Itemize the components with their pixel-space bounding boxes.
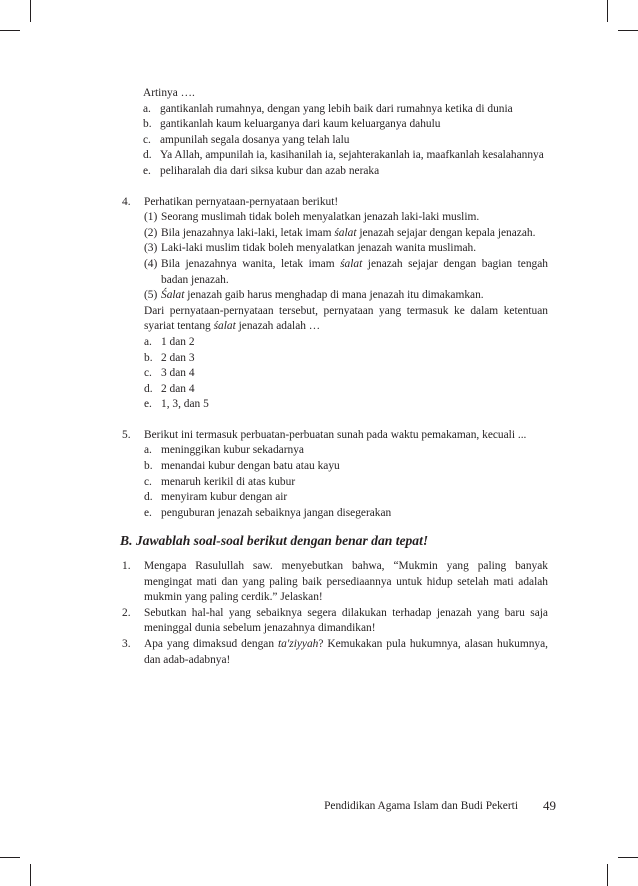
question-number: 5. — [122, 428, 131, 441]
top-block — [143, 86, 548, 180]
page-number: 49 — [543, 798, 556, 813]
crop-mark — [30, 0, 31, 22]
option-item: d. Ya Allah, ampunilah ia, kasihanilah ia, sejahterakanlah ia, maafkanlah kesalahannya — [143, 149, 544, 162]
top-intro: Artinya …. — [143, 87, 195, 99]
option-item: b. 2 dan 3 — [144, 351, 195, 364]
book-title: Pendidikan Agama Islam dan Budi Pekerti — [324, 800, 518, 812]
option-item: b. gantikanlah kaum keluarganya dari kaum keluarganya dahulu — [143, 118, 441, 131]
statement-item: (1) Seorang muslimah tidak boleh menyalatkan jenazah laki-laki muslim. — [144, 211, 480, 224]
section-heading: B. Jawablah soal-soal berikut dengan benar dan tepat! — [120, 533, 429, 549]
question-4 — [122, 195, 548, 413]
option-item: a. meninggikan kubur sekadarnya — [144, 444, 304, 457]
crop-mark — [607, 864, 608, 886]
essay-question: 3. Apa yang dimaksud dengan ta'ziyyah? Kemukakan pula hukumnya, alasan hukumnya, dan adab-adabnya! — [122, 638, 548, 666]
essay-question: 2. Sebutkan hal-hal yang sebaiknya segera dilakukan terhadap jenazah yang baru saja meninggal dunia sebelum jenazahnya dimandikan! — [122, 606, 548, 635]
statement-item: (3) Laki-laki muslim tidak boleh menyalatkan jenazah wanita muslimah. — [144, 242, 477, 255]
option-item: a. gantikanlah rumahnya, dengan yang lebih baik dari rumahnya ketika di dunia — [143, 102, 513, 115]
crop-mark — [0, 857, 20, 858]
crop-mark — [618, 30, 638, 31]
crop-mark — [607, 0, 608, 22]
crop-mark — [0, 30, 20, 31]
option-item: c. 3 dan 4 — [144, 367, 195, 380]
question-stem: Perhatikan pernyataan-pernyataan berikut! — [144, 195, 339, 208]
option-item: e. 1, 3, dan 5 — [144, 398, 209, 411]
option-item: e. peliharalah dia dari siksa kubur dan azab neraka — [143, 164, 380, 177]
question-stem: Berikut ini termasuk perbuatan-perbuatan sunah pada waktu pemakaman, kecuali ... — [144, 428, 527, 441]
question-prompt: Dari pernyataan-pernyataan tersebut, pernyataan yang termasuk ke dalam ketentuan syariat tentang śalat jenazah adalah … — [144, 304, 548, 333]
statement-item: (5) Śalat jenazah gaib harus menghadap di mana jenazah itu dimakamkan. — [144, 289, 484, 302]
option-item: c. ampunilah segala dosanya yang telah lalu — [143, 133, 350, 146]
essay-question: 1. Mengapa Rasulullah saw. menyebutkan bahwa, “Mukmin yang paling banyak mengingat mati dan yang paling baik persediaannya untuk hidup setelah mati adalah mukmin yang paling cerdik.” Jelaskan! — [122, 560, 548, 604]
option-item: c. menaruh kerikil di atas kubur — [144, 475, 296, 488]
option-item: d. 2 dan 4 — [144, 382, 195, 395]
option-item: d. menyiram kubur dengan air — [144, 491, 288, 504]
statement-item: (4) Bila jenazahnya wanita, letak imam śalat jenazah sejajar dengan bagian tengah badan jenazah. — [144, 257, 548, 286]
option-item: b. menandai kubur dengan batu atau kayu — [144, 460, 340, 473]
crop-mark — [618, 857, 638, 858]
option-item: a. 1 dan 2 — [144, 335, 195, 348]
statement-item: (2) Bila jenazahnya laki-laki, letak imam śalat jenazah sejajar dengan kepala jenazah. — [144, 226, 536, 239]
option-item: e. penguburan jenazah sebaiknya jangan disegerakan — [144, 506, 392, 519]
crop-mark — [30, 864, 31, 886]
question-number: 4. — [122, 195, 131, 208]
page-content — [122, 86, 548, 668]
question-5 — [122, 428, 548, 522]
